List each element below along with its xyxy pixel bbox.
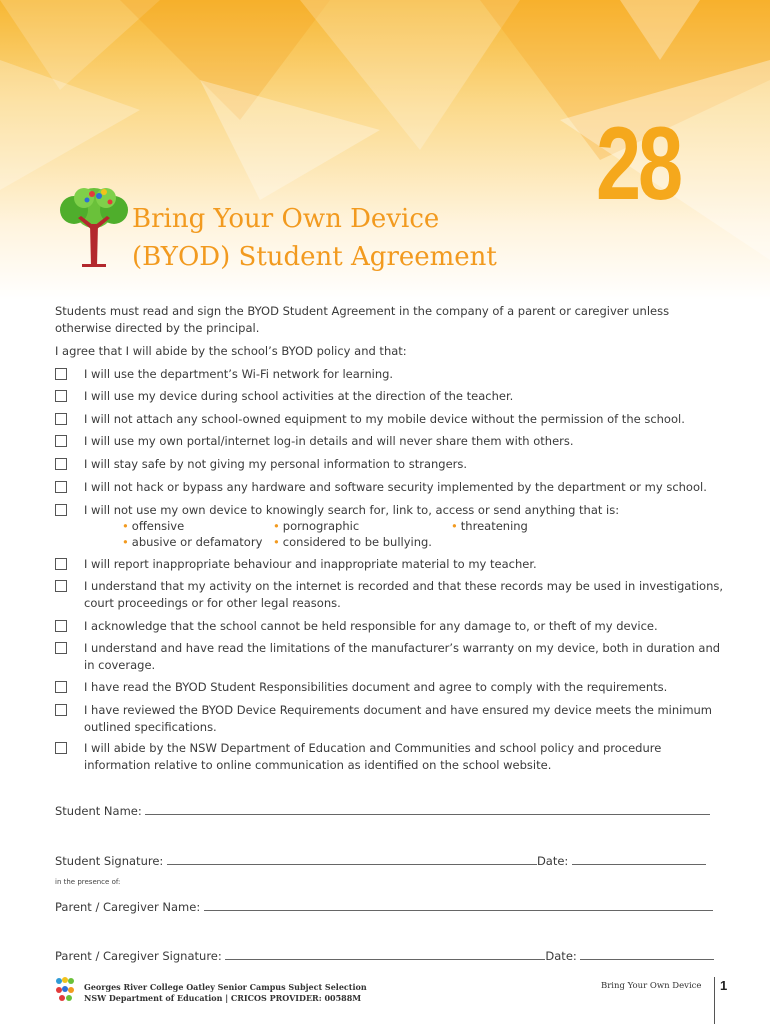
- footer-section-label: Bring Your Own Device: [601, 981, 702, 991]
- bullet-item: • pornographic: [273, 519, 360, 533]
- checkbox-icon[interactable]: [55, 458, 67, 470]
- footer-text: Georges River College Oatley Senior Campus Subject Selection NSW Department of Education | CRICOS PROVIDER: 00588M: [84, 982, 367, 1003]
- in-presence-label: in the presence of:: [55, 878, 121, 886]
- agree-lead: I agree that I will abide by the school’s BYOD policy and that:: [55, 344, 407, 358]
- student-signature-row: Student Signature: Date:: [55, 852, 706, 868]
- checkbox-icon[interactable]: [55, 620, 67, 632]
- parent-date-field[interactable]: [580, 947, 714, 960]
- student-date-field[interactable]: [572, 852, 706, 865]
- student-signature-field[interactable]: [167, 852, 537, 865]
- page-number-large: 28: [596, 106, 680, 222]
- bullet-item: • threatening: [451, 519, 528, 533]
- intro-paragraph: Students must read and sign the BYOD Student Agreement in the company of a parent or caregiver unless otherwise directed by the principal.: [55, 304, 670, 335]
- bullet-dot-icon: •: [273, 535, 280, 549]
- footer-page-number: 1: [720, 978, 728, 993]
- checkbox-icon[interactable]: [55, 642, 67, 654]
- footer-logo-icon: [54, 976, 76, 1002]
- bullet-dot-icon: •: [273, 519, 280, 533]
- checkbox-icon[interactable]: [55, 390, 67, 402]
- bullet-dot-icon: •: [122, 535, 129, 549]
- parent-signature-field[interactable]: [225, 947, 545, 960]
- parent-name-row: Parent / Caregiver Name:: [55, 898, 713, 914]
- bullet-dot-icon: •: [451, 519, 458, 533]
- checkbox-icon[interactable]: [55, 368, 67, 380]
- bullet-dot-icon: •: [122, 519, 129, 533]
- parent-name-field[interactable]: [204, 898, 713, 911]
- page-title: [132, 200, 497, 276]
- checkbox-icon[interactable]: [55, 681, 67, 693]
- footer-divider: [714, 977, 715, 1024]
- student-name-row: Student Name:: [55, 802, 710, 818]
- checkbox-icon[interactable]: [55, 558, 67, 570]
- tree-logo-icon: [54, 186, 134, 268]
- bullet-item: • considered to be bullying.: [273, 535, 432, 549]
- parent-signature-row: Parent / Caregiver Signature: Date:: [55, 947, 714, 963]
- title-line-1: Bring Your Own Device: [132, 204, 440, 234]
- checkbox-icon[interactable]: [55, 435, 67, 447]
- bullet-item: • offensive: [122, 519, 185, 533]
- title-line-2: (BYOD) Student Agreement: [132, 242, 497, 272]
- student-name-field[interactable]: [145, 802, 710, 815]
- bullet-item: • abusive or defamatory: [122, 535, 263, 549]
- checkbox-icon[interactable]: [55, 504, 67, 516]
- checkbox-icon[interactable]: [55, 413, 67, 425]
- checkbox-icon[interactable]: [55, 742, 67, 754]
- checkbox-icon[interactable]: [55, 481, 67, 493]
- checkbox-icon[interactable]: [55, 580, 67, 592]
- checkbox-icon[interactable]: [55, 704, 67, 716]
